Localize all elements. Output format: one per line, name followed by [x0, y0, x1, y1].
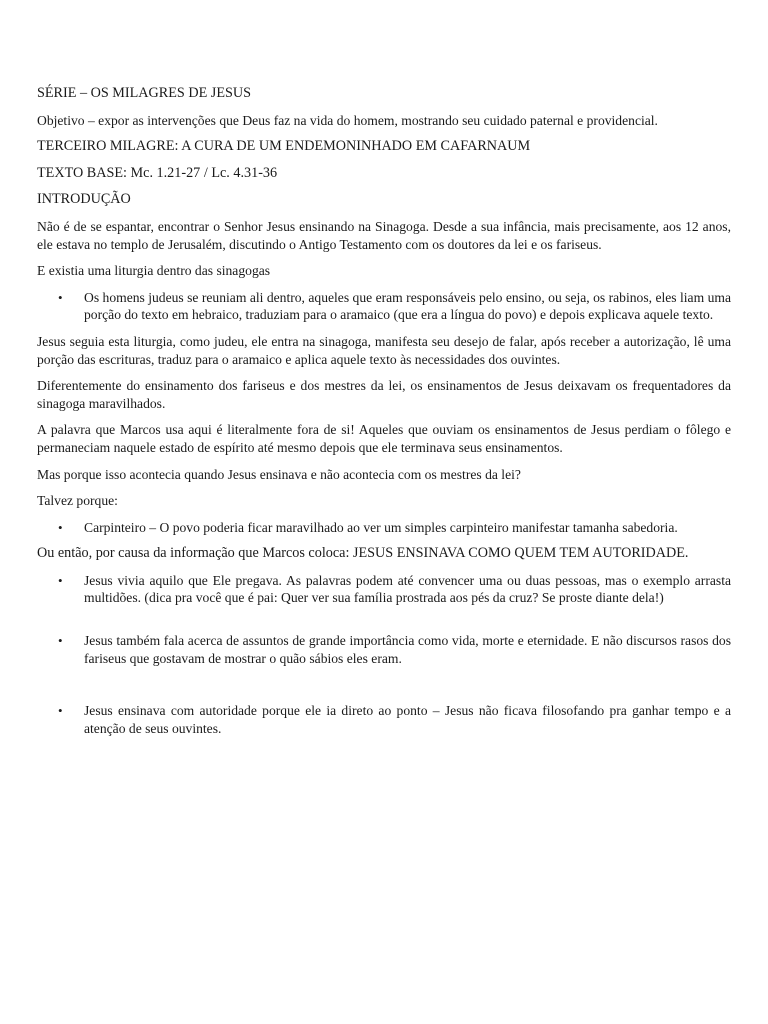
paragraph-1: Não é de se espantar, encontrar o Senhor Jesus ensinando na Sinagoga. Desde a sua infância, mais precisamente, aos 12 anos, ele estava no templo de Jerusalém, discutindo o Antigo Testamento com os doutores da lei e os fariseus. — [37, 218, 731, 252]
bullet-list-2 — [37, 519, 731, 537]
bullet-icon: • — [58, 633, 63, 649]
list-item — [37, 702, 731, 737]
paragraph-2: E existia uma liturgia dentro das sinagogas — [37, 263, 271, 279]
series-title: SÉRIE – OS MILAGRES DE JESUS — [37, 85, 252, 101]
objective-paragraph: Objetivo – expor as intervenções que Deus faz na vida do homem, mostrando seu cuidado paternal e providencial. — [37, 112, 658, 128]
bullet-list-3 — [37, 572, 731, 738]
bullet-icon: • — [58, 289, 63, 305]
bullet-icon: • — [58, 703, 63, 719]
list-item — [37, 632, 731, 667]
document-page — [37, 85, 731, 746]
bullet-icon: • — [58, 572, 63, 588]
paragraph-4: Diferentemente do ensinamento dos fariseus e dos mestres da lei, os ensinamentos de Jesus deixavam os frequentadores da sinagoga maravilhados. — [37, 378, 731, 411]
base-text: TEXTO BASE: Mc. 1.21-27 / Lc. 4.31-36 — [37, 164, 278, 181]
paragraph-8: Ou então, por causa da informação que Marcos coloca: JESUS ENSINAVA COMO QUEM TEM AUTORIDADE. — [37, 545, 689, 562]
paragraph-6: Mas porque isso acontecia quando Jesus ensinava e não acontecia com os mestres da lei? — [37, 466, 521, 482]
list-item-text: Jesus ensinava com autoridade porque ele ia direto ao ponto – Jesus não ficava filosofando pra ganhar tempo e a atenção de seus ouvintes. — [84, 703, 731, 736]
paragraph-3: Jesus seguia esta liturgia, como judeu, ele entra na sinagoga, manifesta seu desejo de falar, após receber a autorização, lê uma porção das escrituras, traduz para o aramaico e aplica aquele texto às necessidades dos ouvintes. — [37, 333, 731, 367]
list-item-text: Os homens judeus se reuniam ali dentro, aqueles que eram responsáveis pelo ensino, ou seja, os rabinos, eles liam uma porção do texto em hebraico, traduziam para o aramaico (que era a língua do povo) e depois explicava aquele texto. — [84, 289, 731, 323]
list-item — [37, 289, 731, 324]
list-item-text: Jesus também fala acerca de assuntos de grande importância como vida, morte e eternidade. E não discursos rasos dos fariseus que gostavam de mostrar o quão sábios eles eram. — [84, 633, 731, 666]
paragraph-7: Talvez porque: — [37, 493, 118, 509]
bullet-list-1 — [37, 289, 731, 324]
list-item — [37, 519, 731, 537]
list-item-text: Jesus vivia aquilo que Ele pregava. As palavras podem até convencer uma ou duas pessoas, mas o exemplo arrasta multidões. (dica pra você que é pai: Quer ver sua família prostrada aos pés da cruz? Se proste diante dela!) — [84, 572, 731, 606]
miracle-title: TERCEIRO MILAGRE: A CURA DE UM ENDEMONINHADO EM CAFARNAUM — [37, 138, 531, 155]
bullet-icon: • — [58, 519, 63, 535]
list-item-text: Carpinteiro – O povo poderia ficar maravilhado ao ver um simples carpinteiro manifestar tamanha sabedoria. — [84, 519, 678, 535]
intro-heading: INTRODUÇÃO — [37, 191, 131, 208]
paragraph-5: A palavra que Marcos usa aqui é literalmente fora de si! Aqueles que ouviam os ensinamentos de Jesus perdiam o fôlego e permaneciam naquele estado de espírito até mesmo depois que ele terminava seus ensinamentos. — [37, 422, 731, 455]
list-item — [37, 572, 731, 607]
